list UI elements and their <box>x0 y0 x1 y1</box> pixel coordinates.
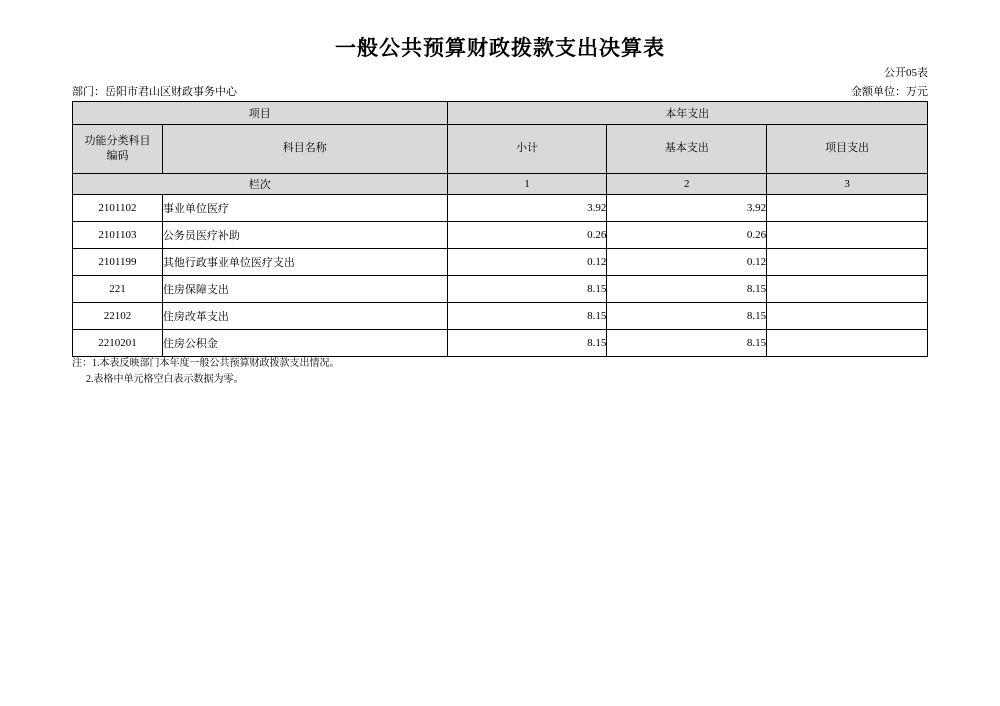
cell-project-expenditure <box>767 276 928 303</box>
column-index-1: 1 <box>447 174 607 195</box>
cell-subject-name: 公务员医疗补助 <box>162 222 447 249</box>
cell-function-code: 2101103 <box>73 222 163 249</box>
cell-function-code: 221 <box>73 276 163 303</box>
column-header-project-expenditure: 项目支出 <box>767 125 928 174</box>
cell-subject-name: 住房保障支出 <box>162 276 447 303</box>
cell-function-code: 2101199 <box>73 249 163 276</box>
note-line-2: 2.表格中单元格空白表示数据为零。 <box>86 374 244 385</box>
cell-subtotal: 3.92 <box>447 195 607 222</box>
cell-function-code: 2101102 <box>73 195 163 222</box>
cell-subtotal: 0.12 <box>447 249 607 276</box>
table-notes <box>72 356 340 388</box>
cell-project-expenditure <box>767 195 928 222</box>
table-column-header-row <box>73 125 928 174</box>
table-row <box>73 222 928 249</box>
department-label: 部门：岳阳市君山区财政事务中心 <box>72 86 237 98</box>
cell-project-expenditure <box>767 330 928 357</box>
table-row <box>73 249 928 276</box>
column-index-2: 2 <box>607 174 767 195</box>
amount-unit-label: 金额单位：万元 <box>851 86 928 98</box>
cell-basic-expenditure: 8.15 <box>607 303 767 330</box>
cell-subtotal: 0.26 <box>447 222 607 249</box>
cell-basic-expenditure: 0.12 <box>607 249 767 276</box>
cell-subtotal: 8.15 <box>447 330 607 357</box>
column-header-function-code: 功能分类科目 编码 <box>73 125 163 174</box>
table-column-index-row <box>73 174 928 195</box>
group-header-project: 项目 <box>73 102 448 125</box>
note-line-1: 注：1.本表反映部门本年度一般公共预算财政拨款支出情况。 <box>72 358 340 369</box>
table-group-header-row <box>73 102 928 125</box>
table-row <box>73 303 928 330</box>
cell-project-expenditure <box>767 303 928 330</box>
column-header-basic-expenditure: 基本支出 <box>607 125 767 174</box>
cell-basic-expenditure: 8.15 <box>607 330 767 357</box>
table-row <box>73 276 928 303</box>
cell-basic-expenditure: 8.15 <box>607 276 767 303</box>
budget-expenditure-table <box>72 101 928 357</box>
cell-subject-name: 其他行政事业单位医疗支出 <box>162 249 447 276</box>
column-header-subject-name: 科目名称 <box>162 125 447 174</box>
page-title: 一般公共预算财政拨款支出决算表 <box>335 36 665 60</box>
cell-basic-expenditure: 3.92 <box>607 195 767 222</box>
form-code: 公开05表 <box>884 67 928 79</box>
column-index-3: 3 <box>767 174 928 195</box>
column-index-label: 栏次 <box>73 174 448 195</box>
table-row <box>73 330 928 357</box>
cell-subtotal: 8.15 <box>447 276 607 303</box>
cell-project-expenditure <box>767 222 928 249</box>
cell-subject-name: 住房公积金 <box>162 330 447 357</box>
cell-subject-name: 事业单位医疗 <box>162 195 447 222</box>
cell-function-code: 22102 <box>73 303 163 330</box>
table-row <box>73 195 928 222</box>
cell-subject-name: 住房改革支出 <box>162 303 447 330</box>
group-header-current-year: 本年支出 <box>447 102 927 125</box>
cell-function-code: 2210201 <box>73 330 163 357</box>
column-header-subtotal: 小计 <box>447 125 607 174</box>
cell-subtotal: 8.15 <box>447 303 607 330</box>
cell-basic-expenditure: 0.26 <box>607 222 767 249</box>
meta-row <box>72 83 928 99</box>
cell-project-expenditure <box>767 249 928 276</box>
